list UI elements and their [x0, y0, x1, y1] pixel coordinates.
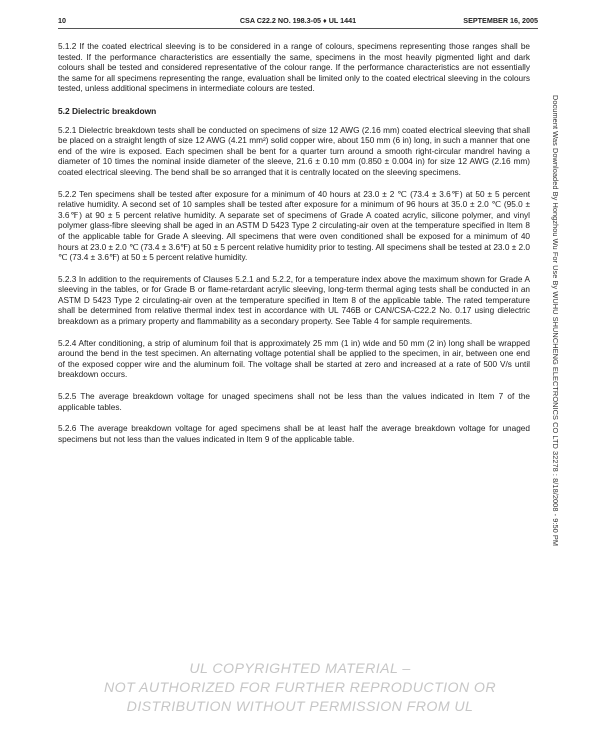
paragraph-5-2-2: 5.2.2 Ten specimens shall be tested after exposure for a minimum of 40 hours at 23.0 ± 2 ℃ (73.4 ± 3.6℉) at 50 ± 5 percent relative humidity. A second set of 10 samples shall be tested after exposure for a minimum of 96 hours at 35.0 ± 2.0 ℃ (95.0 ± 3.6℉) at 90 ± 5 percent relative humidity. A separate set of specimens of Grade A coated acrylic, silicone polymer, and vinyl polymer glass-fibre sleeving shall be aged in an ASTM D 5423 Type 2 circulating-air oven at the temperature specified in Item 8 of the applicable table for Grade A sleeving. All specimens that were oven conditioned shall be exposed for a minimum of 40 hours at 23.0 ± 2.0 ℃ (73.4 ± 3.6℉) at 50 ± 5 percent relative humidity prior to testing. All specimens shall be tested at 23.0 ± 2.0 ℃ (73.4 ± 3.6℉) at 50 ± 5 percent relative humidity. — [58, 189, 530, 263]
section-heading-5-2: 5.2 Dielectric breakdown — [58, 105, 157, 116]
standard-title: CSA C22.2 NO. 198.3-05 ♦ UL 1441 — [239, 16, 357, 25]
paragraph-5-2-1: 5.2.1 Dielectric breakdown tests shall be conducted on specimens of size 12 AWG (2.16 mm) coated electrical sleeving that shall be placed on a straight length of size 12 AWG (4.21 mm²) solid copper wire, about 150 mm (6 in) long, in such a manner that one end of the wire is exposed. Each specimen shall be bent for a quarter turn around a smooth right-circular mandrel having a diameter of 10 times the nominal inside diameter of the sleeve, 21.6 ± 0.10 mm (0.850 ± 0.004 in) for size 12 AWG (2.16 mm) coated electrical sleeving. The bend shall be so arranged that it is centrally located on the sleeving specimens. — [58, 125, 530, 177]
page-number: 10 — [58, 16, 66, 25]
copyright-watermark — [0, 660, 600, 717]
paragraph-5-1-2: 5.1.2 If the coated electrical sleeving is to be considered in a range of colours, specimens representing those ranges shall be tested. If the performance characteristics are essentially the same, specimens in the most heavily pigmented light and dark colours shall be tested and considered representative of the colour range. If the performance characteristics are not essentially the same for all specimens representing the range, evaluation shall be limited only to the coated electrical sleeving in the colours tested, unless additional specimens in intermediate colours are tested. — [58, 42, 530, 94]
watermark-line-1: UL COPYRIGHTED MATERIAL – — [189, 661, 411, 677]
download-notice-sidebar — [546, 95, 566, 675]
paragraph-5-2-5: 5.2.5 The average breakdown voltage for unaged specimens shall not be less than the values indicated in Item 7 of the applicable tables. — [58, 392, 530, 412]
paragraph-5-2-3: 5.2.3 In addition to the requirements of Clauses 5.2.1 and 5.2.2, for a temperature index above the maximum shown for Grade A sleeving in the tables, or for Grade B or flame-retardant acrylic sleeving, long-term thermal aging tests shall be conducted in an ASTM D 5423 Type 2 circulating-air oven at the temperature specified in Item 8 of the applicable table. The rated temperature shall be determined from relative thermal index test in accordance with UL 746B or CAN/CSA-C22.2 No. 0.17 using dielectric breakdown as a primary property and flammability as a secondary property. See Table 4 for sample requirements. — [58, 274, 530, 327]
watermark-line-3: DISTRIBUTION WITHOUT PERMISSION FROM UL — [126, 699, 474, 715]
document-body — [58, 42, 530, 456]
paragraph-5-2-6: 5.2.6 The average breakdown voltage for aged specimens shall be at least half the average breakdown voltage for unaged specimens but not less than the values indicated in Item 9 of the applicable table. — [58, 424, 530, 444]
download-notice-text: Document Was Downloaded By Hongzhou Wu For Use By WUHU SHUNCHENG ELECTRONICS CO LTD 32278 : 8/18/2008 - 9:50 PM — [551, 95, 560, 547]
header-divider — [58, 28, 538, 29]
header-date: SEPTEMBER 16, 2005 — [463, 16, 538, 25]
watermark-line-2: NOT AUTHORIZED FOR FURTHER REPRODUCTION OR — [104, 680, 496, 696]
paragraph-5-2-4: 5.2.4 After conditioning, a strip of aluminum foil that is approximately 25 mm (1 in) wide and 50 mm (2 in) long shall be wrapped around the bend in the test specimen. An alternating voltage potential shall be applied to the specimen, in air, between one end of the exposed copper wire and the aluminum foil. The voltage shall be started at zero and increased at a rate of 500 V/s until breakdown occurs. — [58, 338, 530, 380]
